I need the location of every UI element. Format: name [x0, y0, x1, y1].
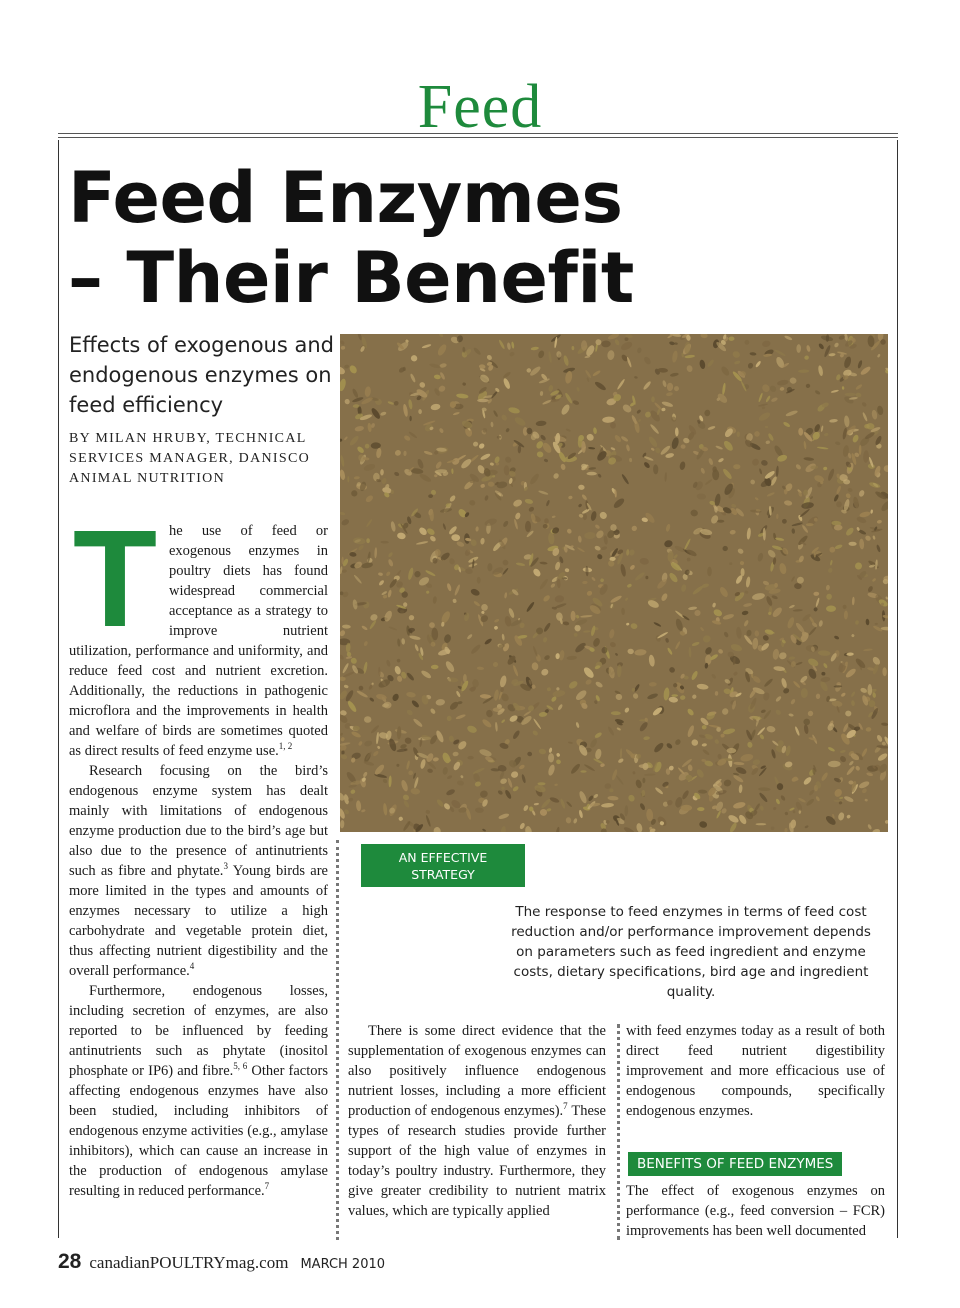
paragraph-3: [69, 981, 328, 1201]
page-number: 28: [58, 1250, 82, 1273]
pull-quote: The response to feed enzymes in terms of feed cost reduction and/or performance improvement depends on parameters such as feed ingredient and enzyme costs, dietary specifications, bird age and ingredient quality.: [511, 904, 871, 1000]
paragraph-2: [69, 761, 328, 981]
header-rule-inner: [58, 137, 898, 138]
grain-particle: [477, 399, 489, 402]
headline-line-2: – Their Benefit: [68, 237, 634, 319]
byline-line-3: ANIMAL NUTRITION: [69, 471, 225, 486]
sidebar-label-box: [361, 844, 525, 887]
paragraph-6: The effect of exogenous enzymes on performance (e.g., feed conversion – FCR) improvements has been well documented: [626, 1183, 885, 1239]
paragraph-1-text: he use of feed or exogenous enzymes in poultry diets has found widespread commercial acceptance as a strategy to improve nutrient utilization, performance and uniformity, and reduce feed cost and nutrient excretion. Additionally, the reductions in pathogenic microflora and the improvements in health and welfare of birds are sometimes quoted as direct results of feed enzyme use.: [69, 523, 328, 759]
issue-date: MARCH 2010: [300, 1257, 386, 1272]
sidebar-label-line-2: STRATEGY: [411, 866, 475, 882]
grain-particle: [651, 396, 655, 402]
magazine-website: canadianPOULTRYmag.com: [89, 1253, 289, 1272]
grain-particle: [366, 538, 370, 543]
grain-particle: [741, 568, 745, 576]
paragraph-3-text-a: Furthermore, endogenous losses, including secretion of enzymes, are also reported to be influenced by feeding antinutrients such as phytate (inositol phosphate or IP6) and fibre.: [69, 983, 328, 1079]
feed-texture-graphic: [340, 334, 888, 832]
grain-particle: [672, 694, 678, 697]
reference-marker: 3: [223, 861, 228, 872]
grain-particle: [707, 567, 712, 577]
paragraph-3-text-b: Other factors affecting endogenous enzymes have also been studied, including inhibitors of endogenous enzyme activities (e.g., amylase inhibitors), which can cause an increase in the production of endogenous amylase resulting in reduced performance.: [69, 1063, 328, 1199]
reference-marker: 7: [563, 1101, 568, 1112]
paragraph-5: with feed enzymes today as a result of both direct feed nutrient digestibility improvement and more efficacious use of endogenous compounds, specifically endogenous enzymes.: [626, 1023, 885, 1119]
grain-particle: [538, 782, 546, 785]
grain-particle: [581, 340, 587, 350]
reference-marker: 7: [264, 1181, 270, 1192]
grain-particle: [756, 823, 767, 825]
headline-line-1: Feed Enzymes: [68, 157, 623, 239]
paragraph-4-text-b: These types of research studies provide further support of the high value of enzymes in today’s poultry industry. Furthermore, they give greater credibility to nutrient matrix values, which are typically applied: [348, 1103, 606, 1219]
grain-particle: [733, 464, 740, 469]
header-rule: [58, 133, 898, 134]
column-divider-dotted: [336, 840, 339, 1240]
reference-marker: 1, 2: [278, 741, 293, 752]
sidebar-label-line-1: AN EFFECTIVE: [398, 849, 488, 865]
grain-particle: [409, 416, 411, 421]
grain-particle: [845, 393, 856, 396]
column-divider-dotted: [617, 1024, 620, 1240]
grain-particle: [727, 748, 737, 753]
paragraph-2-text-b: Young birds are more limited in the types and amounts of enzymes necessary to utilize a high carbohydrate and vegetable protein diet, thus affecting nutrient digestibility and the overall performance.: [69, 863, 328, 979]
body-column-1: [69, 521, 328, 1241]
drop-cap: T: [72, 521, 158, 656]
grain-particle: [477, 577, 481, 584]
paragraph-4-text-a: There is some direct evidence that the supplementation of exogenous enzymes can also positively influence endogenous nutrient losses, including a more efficient production of endogenous enzymes).: [348, 1023, 606, 1119]
paragraph-4: [348, 1021, 606, 1221]
frame-left-border: [58, 140, 59, 1238]
grain-particle: [353, 404, 360, 408]
grain-particle: [836, 501, 842, 507]
reference-marker: 5, 6: [233, 1061, 248, 1072]
body-column-3-continued: [626, 1181, 885, 1241]
grain-particle: [587, 472, 597, 476]
grain-particle: [364, 716, 371, 723]
section-title: Feed: [417, 73, 543, 141]
grain-particle: [548, 753, 554, 762]
paragraph-2-text-a: Research focusing on the bird’s endogenous enzyme system has dealt mainly with limitations of endogenous enzyme production due to the bird’s age but also due to the presence of antinutrients such as fibre and phytate.: [69, 763, 328, 879]
frame-right-border: [897, 140, 898, 1238]
byline-line-1: BY MILAN HRUBY, TECHNICAL: [69, 431, 307, 446]
article-headline: [68, 158, 688, 318]
feed-texture-photo: [340, 334, 888, 832]
body-column-2: [348, 1021, 606, 1241]
grain-particle: [580, 770, 586, 773]
subhead-benefits: BENEFITS OF FEED ENZYMES: [628, 1152, 842, 1176]
paragraph-1: [69, 521, 328, 761]
byline: [69, 429, 334, 489]
byline-line-2: SERVICES MANAGER, DANISCO: [69, 451, 311, 466]
page-footer: [58, 1250, 385, 1274]
reference-marker: 4: [189, 961, 195, 972]
article-deck: Effects of exogenous and endogenous enzymes on feed efficiency: [69, 333, 334, 417]
